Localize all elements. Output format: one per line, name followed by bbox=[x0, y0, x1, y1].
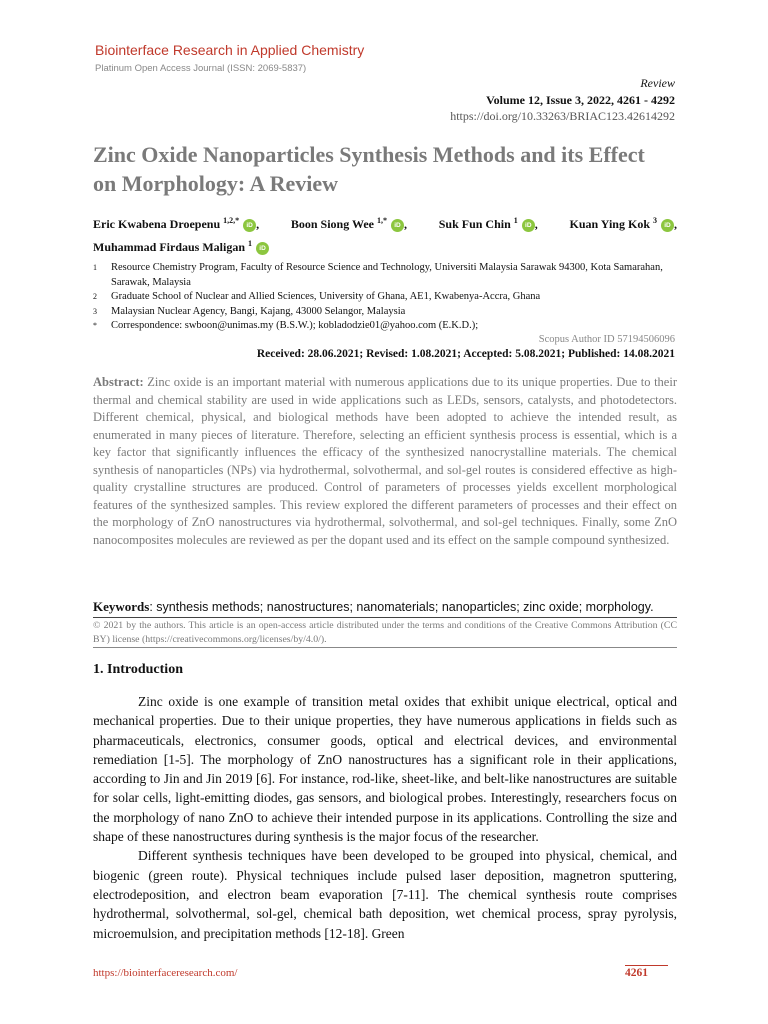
journal-subtitle: Platinum Open Access Journal (ISSN: 2069-5837) bbox=[95, 63, 307, 74]
paragraph: Zinc oxide is one example of transition metal oxides that exhibit unique electrical, optical and mechanical properties. Due to their unique properties, they have numerous applications in fields such as pharmaceuticals, electronics, consumer goods, optical and electrical devices, and environmental remediation [1-5]. The morphology of ZnO nanostructures has a significant role in their applications, according to Jin and Jin 2019 [6]. For instance, rod-like, sheet-like, and belt-like nanostructures are suitable for solar cells, light-emitting diodes, gas sensors, and biological probes. Interestingly, researchers focus on the morphology of nano ZnO to achieve their intended purpose in its applications. Controlling the size and shape of these nanostructures during synthesis is the major focus of the researcher. bbox=[93, 694, 677, 845]
divider bbox=[93, 617, 677, 618]
doi-link[interactable]: https://doi.org/10.33263/BRIAC123.42614292 bbox=[450, 109, 675, 123]
affiliation-item: 3 Malaysian Nuclear Agency, Bangi, Kajang, 43000 Selangor, Malaysia bbox=[93, 305, 406, 317]
publication-dates: Received: 28.06.2021; Revised: 1.08.2021; Accepted: 5.08.2021; Published: 14.08.2021 bbox=[256, 348, 675, 360]
paragraph: Different synthesis techniques have been developed to be grouped into physical, chemical, and biogenic (green route). Physical techniques include pulsed laser deposition, magnetron sputtering, electrodeposition, and electron beam evaporation [7-11]. The chemical synthesis route comprises hydrothermal, solvothermal, sol-gel, chemical bath deposition, wet chemical process, spray pyrolysis, microemulsion, and precipitation methods [12-18]. Green bbox=[93, 848, 677, 941]
scopus-author-id: Scopus Author ID 57194506096 bbox=[538, 334, 675, 345]
divider bbox=[93, 647, 677, 648]
abstract-label: Abstract: bbox=[93, 375, 144, 389]
license-note: © 2021 by the authors. This article is an open-access article distributed under the terms and conditions of the Creative Commons Attribution (CC BY) license (https://creativecommons.org/licenses/by/4.0/). bbox=[93, 620, 677, 645]
author: Muhammad Firdaus Maligan $^1$ iD bbox=[93, 240, 269, 254]
keywords bbox=[93, 599, 677, 615]
article-type: Review bbox=[640, 76, 675, 90]
page-number: 4261 bbox=[625, 967, 648, 979]
author: Boon Siong Wee $^{1,*}$ iD , bbox=[290, 216, 407, 231]
body-text bbox=[93, 692, 677, 943]
journal-name: Biointerface Research in Applied Chemistry bbox=[95, 42, 365, 58]
footer-rule bbox=[625, 965, 668, 966]
affiliation-item: 2 Graduate School of Nuclear and Allied Sciences, University of Ghana, AE1, Kwabenya-Accra, Ghana bbox=[93, 291, 541, 302]
affiliations bbox=[93, 261, 677, 334]
section-heading: 1. Introduction bbox=[93, 662, 183, 677]
author: Eric Kwabena Droepenu $^{1,2,*}$ iD , bbox=[93, 216, 260, 231]
orcid-icon[interactable]: iD bbox=[522, 219, 535, 232]
affiliation-item: 1 Resource Chemistry Program, Faculty of Resource Science and Technology, Universiti Malaysia Sarawak 94300, Kota Samarahan, Sarawak, Malaysia bbox=[93, 262, 663, 288]
article-title: Zinc Oxide Nanoparticles Synthesis Methods and its Effect on Morphology: A Review bbox=[93, 142, 645, 196]
footer-url[interactable]: https://biointerfaceresearch.com/ bbox=[93, 967, 238, 979]
author: Suk Fun Chin $^1$ iD , bbox=[438, 216, 538, 231]
orcid-icon[interactable]: iD bbox=[243, 219, 256, 232]
author-list bbox=[93, 211, 677, 257]
author: Kuan Ying Kok $^3$ iD , bbox=[569, 216, 677, 231]
orcid-icon[interactable]: iD bbox=[661, 219, 674, 232]
orcid-icon[interactable]: iD bbox=[391, 219, 404, 232]
keywords-text: : synthesis methods; nanostructures; nanomaterials; nanoparticles; zinc oxide; morphology. bbox=[149, 600, 654, 614]
correspondence: * Correspondence: swboon@unimas.my (B.S.W.); kobladodzie01@yahoo.com (E.K.D.); bbox=[93, 320, 479, 331]
abstract-text: Zinc oxide is an important material with numerous applications due to its unique properties. Due to their thermal and chemical stability are used in wide applications such as LEDs, sensors, catalysts, and photodetectors. Different chemical, physical, and biological methods have been adopted to achieve the intended result, as enumerated in many pieces of literature. Therefore, selecting an efficient synthesis process is essential, which is a key factor that significantly influences the efficacy of the synthesized nanocrystalline materials. The chemical synthesis of nanoparticles (NPs) via hydrothermal, solvothermal, and sol-gel routes is considered effective as high-quality crystalline structures are produced. Control of parameters of processes yields excellent morphological features of the synthesized samples. This review explored the different parameters of processes and their effect on the morphology of ZnO nanostructures via hydrothermal, solvothermal, and sol-gel techniques. Finally, some ZnO nanocomposites molecules are reviewed as per the dopant used and its effect on the sample compound synthesized. bbox=[93, 375, 677, 547]
volume-info: Volume 12, Issue 3, 2022, 4261 - 4292 bbox=[486, 93, 675, 107]
abstract bbox=[93, 374, 677, 549]
keywords-label: Keywords bbox=[93, 599, 150, 614]
orcid-icon[interactable]: iD bbox=[256, 242, 269, 255]
